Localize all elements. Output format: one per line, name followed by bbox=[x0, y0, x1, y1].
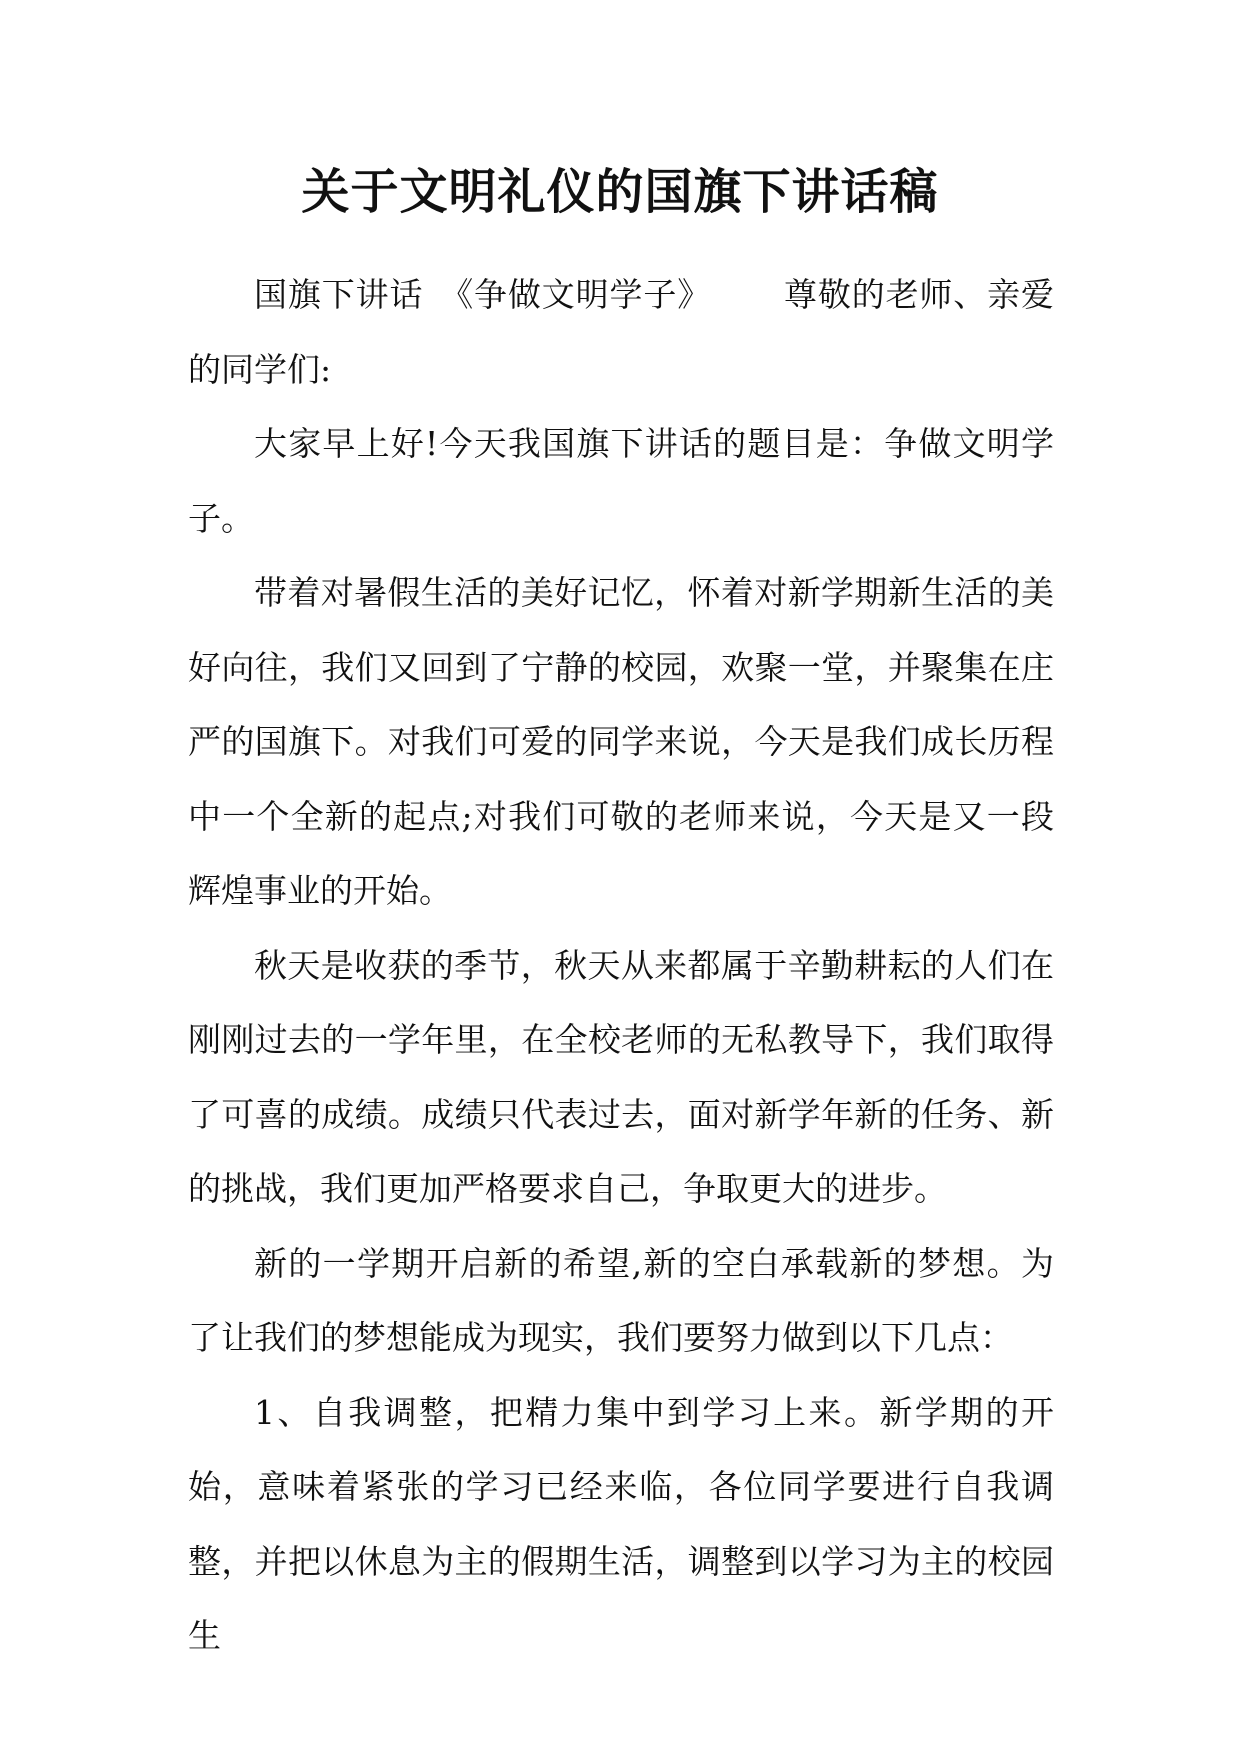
paragraph: 新的一学期开启新的希望,新的空白承载新的梦想。为了让我们的梦想能成为现实，我们要努力做到以下几点： bbox=[188, 1243, 1054, 1357]
greeting: 尊敬的老师、亲爱的同学们: bbox=[188, 275, 1055, 389]
document-title: 关于文明礼仪的国旗下讲话稿 bbox=[301, 164, 939, 220]
paragraph: 带着对暑假生活的美好记忆，怀着对新学期新生活的美好向往，我们又回到了宁静的校园，欢聚一堂，并聚集在庄严的国旗下。对我们可爱的同学来说，今天是我们成长历程中一个全新的起点;对我们可敬的老师来说，今天是又一段辉煌事业的开始。 bbox=[188, 573, 1054, 910]
opening-paragraph bbox=[188, 258, 1054, 407]
speech-title: 《争做文明学子》 bbox=[439, 275, 712, 314]
paragraph: 1、自我调整，把精力集中到学习上来。新学期的开始，意味着紧张的学习已经来临，各位同学要进行自我调整，并把以休息为主的假期生活，调整到以学习为主的校园生 bbox=[188, 1392, 1054, 1655]
document-body bbox=[188, 258, 1054, 1674]
paragraph: 大家早上好!今天我国旗下讲话的题目是：争做文明学子。 bbox=[188, 424, 1054, 538]
speech-label: 国旗下讲话 bbox=[254, 275, 424, 314]
paragraph: 秋天是收获的季节，秋天从来都属于辛勤耕耘的人们在刚刚过去的一学年里，在全校老师的无私教导下，我们取得了可喜的成绩。成绩只代表过去，面对新学年新的任务、新的挑战，我们更加严格要求自己，争取更大的进步。 bbox=[188, 945, 1054, 1208]
